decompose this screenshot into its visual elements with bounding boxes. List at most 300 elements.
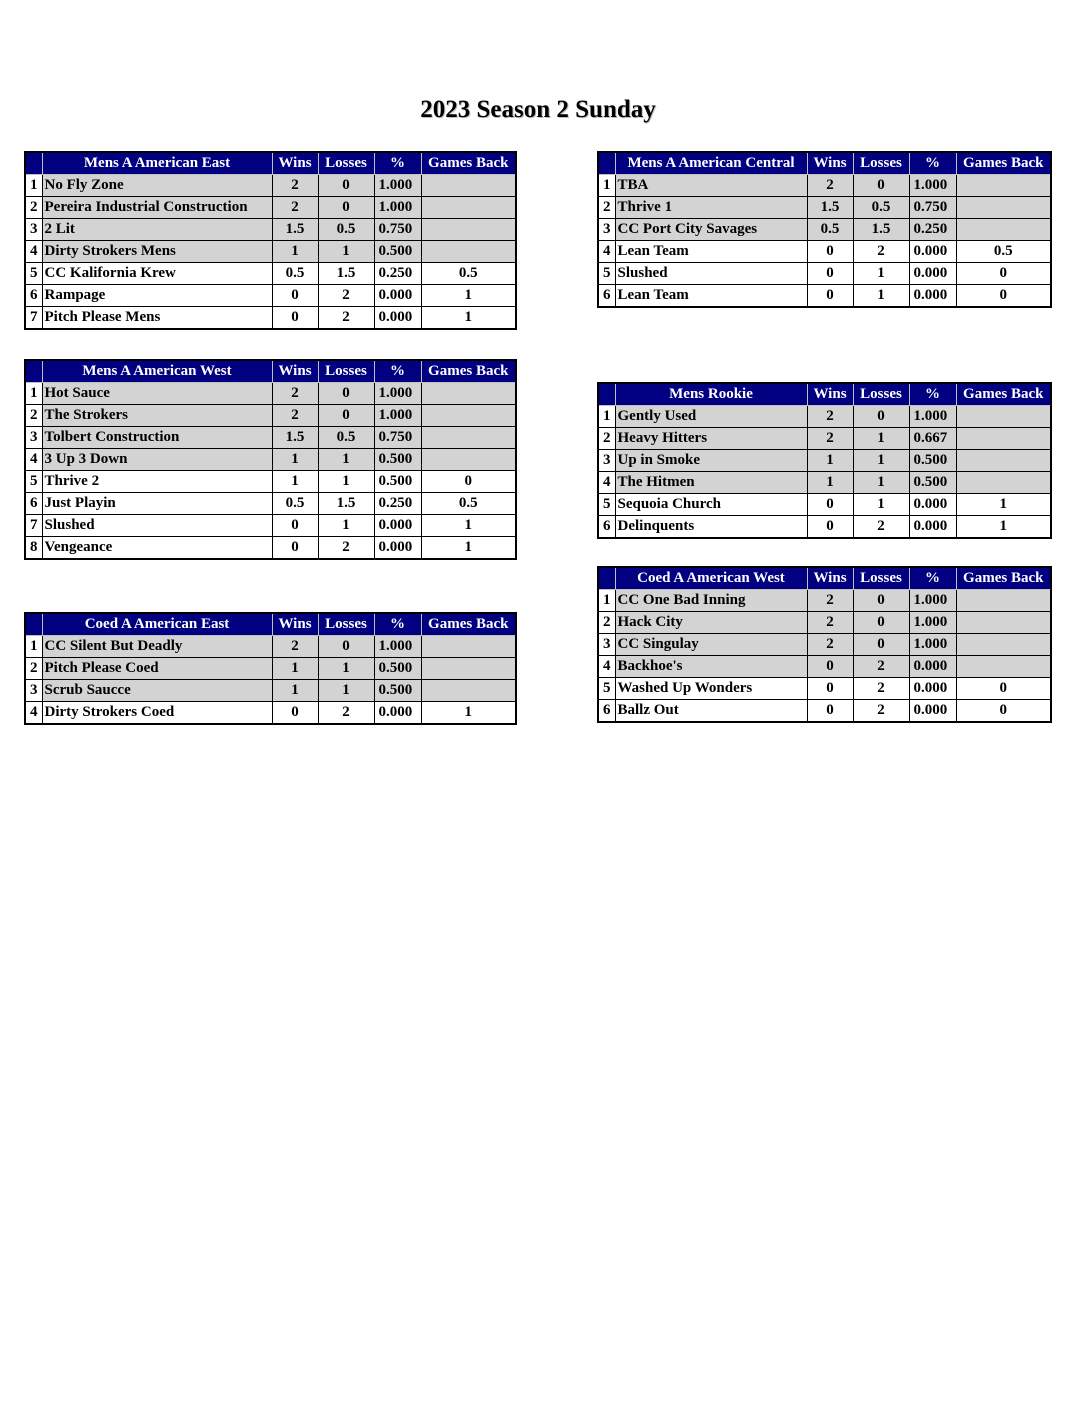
team-name-cell: Pitch Please Mens <box>42 307 272 330</box>
losses-cell: 2 <box>318 537 374 560</box>
rank-cell: 1 <box>25 383 42 405</box>
wins-cell: 1 <box>272 471 318 493</box>
losses-cell: 2 <box>853 516 909 539</box>
rank-header <box>598 152 615 175</box>
losses-cell: 1 <box>318 515 374 537</box>
table-row <box>598 472 1051 494</box>
team-name-cell: Slushed <box>615 263 807 285</box>
wins-cell: 1.5 <box>807 197 853 219</box>
rank-cell: 5 <box>598 263 615 285</box>
rank-cell: 3 <box>598 634 615 656</box>
pct-cell: 0.000 <box>374 285 421 307</box>
games-back-cell <box>956 428 1051 450</box>
pct-header: % <box>909 567 956 590</box>
wins-cell: 2 <box>272 383 318 405</box>
wins-header: Wins <box>272 613 318 636</box>
rank-cell: 2 <box>25 197 42 219</box>
wins-cell: 1 <box>807 472 853 494</box>
rank-cell: 2 <box>25 658 42 680</box>
team-name-cell: Thrive 1 <box>615 197 807 219</box>
rank-cell: 6 <box>598 700 615 723</box>
rank-header <box>25 152 42 175</box>
team-name-cell: 2 Lit <box>42 219 272 241</box>
games-back-cell <box>956 175 1051 197</box>
games-back-cell <box>421 241 516 263</box>
wins-cell: 2 <box>272 197 318 219</box>
wins-cell: 0 <box>807 678 853 700</box>
wins-cell: 2 <box>807 428 853 450</box>
team-name-cell: Lean Team <box>615 285 807 308</box>
team-name-cell: TBA <box>615 175 807 197</box>
standings-table-mens-east <box>24 151 517 330</box>
games-back-cell <box>956 472 1051 494</box>
pct-cell: 1.000 <box>909 175 956 197</box>
table-row <box>598 612 1051 634</box>
table-row <box>25 285 516 307</box>
losses-cell: 2 <box>318 285 374 307</box>
games-back-cell: 1 <box>956 494 1051 516</box>
pct-cell: 0.000 <box>909 494 956 516</box>
losses-cell: 2 <box>853 241 909 263</box>
games-back-cell: 1 <box>421 307 516 330</box>
rank-cell: 4 <box>25 449 42 471</box>
games-back-cell <box>956 219 1051 241</box>
standings-table-mens-west <box>24 359 517 560</box>
pct-header: % <box>374 152 421 175</box>
team-name-cell: Dirty Strokers Coed <box>42 702 272 725</box>
losses-header: Losses <box>318 613 374 636</box>
wins-header: Wins <box>807 567 853 590</box>
rank-cell: 3 <box>25 680 42 702</box>
table-row <box>598 406 1051 428</box>
wins-cell: 2 <box>807 634 853 656</box>
wins-header: Wins <box>807 152 853 175</box>
team-name-cell: Just Playin <box>42 493 272 515</box>
table-row <box>598 285 1051 308</box>
team-name-cell: Vengeance <box>42 537 272 560</box>
rank-cell: 8 <box>25 537 42 560</box>
losses-cell: 0 <box>318 383 374 405</box>
team-name-cell: CC Kalifornia Krew <box>42 263 272 285</box>
table-row <box>25 537 516 560</box>
rank-cell: 6 <box>25 493 42 515</box>
games-back-cell <box>421 405 516 427</box>
pct-cell: 1.000 <box>374 175 421 197</box>
losses-cell: 1 <box>318 658 374 680</box>
losses-cell: 0.5 <box>318 219 374 241</box>
losses-cell: 0 <box>318 636 374 658</box>
table-row <box>25 241 516 263</box>
division-name: Coed A American East <box>42 613 272 636</box>
rank-header <box>25 613 42 636</box>
games-back-cell: 0 <box>956 263 1051 285</box>
wins-cell: 2 <box>272 175 318 197</box>
pct-cell: 0.000 <box>909 678 956 700</box>
pct-cell: 0.500 <box>909 450 956 472</box>
rank-cell: 4 <box>598 472 615 494</box>
table-row <box>598 656 1051 678</box>
games-back-cell: 0 <box>421 471 516 493</box>
pct-header: % <box>909 383 956 406</box>
team-name-cell: Delinquents <box>615 516 807 539</box>
pct-cell: 0.500 <box>374 241 421 263</box>
pct-cell: 1.000 <box>374 636 421 658</box>
division-name: Mens A American East <box>42 152 272 175</box>
team-name-cell: 3 Up 3 Down <box>42 449 272 471</box>
rank-cell: 4 <box>25 241 42 263</box>
losses-cell: 1 <box>853 285 909 308</box>
team-name-cell: Up in Smoke <box>615 450 807 472</box>
rank-cell: 2 <box>598 197 615 219</box>
losses-cell: 0 <box>318 175 374 197</box>
losses-cell: 0.5 <box>318 427 374 449</box>
losses-cell: 2 <box>853 678 909 700</box>
wins-cell: 1.5 <box>272 427 318 449</box>
division-name: Mens A American West <box>42 360 272 383</box>
losses-cell: 1 <box>318 471 374 493</box>
wins-cell: 1 <box>272 658 318 680</box>
games-back-cell: 0 <box>956 700 1051 723</box>
pct-cell: 0.000 <box>909 263 956 285</box>
games-back-cell: 0.5 <box>421 263 516 285</box>
games-back-header: Games Back <box>956 152 1051 175</box>
games-back-cell <box>421 197 516 219</box>
team-name-cell: Washed Up Wonders <box>615 678 807 700</box>
rank-cell: 6 <box>25 285 42 307</box>
losses-cell: 1 <box>853 263 909 285</box>
rank-cell: 7 <box>25 515 42 537</box>
team-name-cell: Scrub Saucce <box>42 680 272 702</box>
wins-cell: 0.5 <box>272 493 318 515</box>
losses-cell: 1 <box>318 449 374 471</box>
games-back-header: Games Back <box>421 613 516 636</box>
losses-cell: 1.5 <box>318 263 374 285</box>
pct-cell: 1.000 <box>374 405 421 427</box>
losses-cell: 0 <box>318 405 374 427</box>
team-name-cell: Gently Used <box>615 406 807 428</box>
wins-cell: 2 <box>807 612 853 634</box>
pct-cell: 1.000 <box>374 383 421 405</box>
wins-cell: 2 <box>807 590 853 612</box>
wins-header: Wins <box>807 383 853 406</box>
wins-cell: 0 <box>807 285 853 308</box>
table-row <box>598 494 1051 516</box>
losses-cell: 0 <box>853 406 909 428</box>
games-back-cell: 0.5 <box>421 493 516 515</box>
pct-cell: 0.500 <box>909 472 956 494</box>
table-row <box>25 405 516 427</box>
wins-cell: 0 <box>272 702 318 725</box>
games-back-header: Games Back <box>956 383 1051 406</box>
table-row <box>25 175 516 197</box>
games-back-cell <box>956 406 1051 428</box>
team-name-cell: Dirty Strokers Mens <box>42 241 272 263</box>
team-name-cell: Hack City <box>615 612 807 634</box>
standings-table-coed-west <box>597 566 1052 723</box>
rank-cell: 5 <box>598 678 615 700</box>
pct-cell: 0.750 <box>909 197 956 219</box>
rank-cell: 3 <box>598 219 615 241</box>
games-back-cell: 1 <box>956 516 1051 539</box>
games-back-cell <box>956 612 1051 634</box>
pct-cell: 0.250 <box>374 263 421 285</box>
division-name: Mens Rookie <box>615 383 807 406</box>
division-name: Coed A American West <box>615 567 807 590</box>
rank-cell: 5 <box>25 471 42 493</box>
table-row <box>598 263 1051 285</box>
rank-cell: 4 <box>25 702 42 725</box>
team-name-cell: Ballz Out <box>615 700 807 723</box>
team-name-cell: The Strokers <box>42 405 272 427</box>
games-back-cell <box>421 680 516 702</box>
wins-cell: 2 <box>272 636 318 658</box>
table-row <box>25 383 516 405</box>
wins-cell: 0.5 <box>272 263 318 285</box>
games-back-cell: 0 <box>956 678 1051 700</box>
table-row <box>598 700 1051 723</box>
pct-cell: 1.000 <box>909 612 956 634</box>
team-name-cell: CC Port City Savages <box>615 219 807 241</box>
team-name-cell: Rampage <box>42 285 272 307</box>
team-name-cell: Backhoe's <box>615 656 807 678</box>
losses-header: Losses <box>853 152 909 175</box>
wins-header: Wins <box>272 360 318 383</box>
pct-cell: 1.000 <box>909 590 956 612</box>
wins-cell: 0 <box>807 656 853 678</box>
losses-header: Losses <box>853 383 909 406</box>
team-name-cell: The Hitmen <box>615 472 807 494</box>
rank-header <box>598 567 615 590</box>
games-back-cell <box>421 449 516 471</box>
table-row <box>598 197 1051 219</box>
losses-cell: 0 <box>853 612 909 634</box>
pct-cell: 0.000 <box>909 700 956 723</box>
division-name: Mens A American Central <box>615 152 807 175</box>
pct-cell: 0.500 <box>374 449 421 471</box>
pct-cell: 0.000 <box>909 241 956 263</box>
games-back-cell <box>956 634 1051 656</box>
wins-cell: 0 <box>807 700 853 723</box>
table-row <box>25 427 516 449</box>
games-back-cell <box>956 656 1051 678</box>
losses-cell: 2 <box>853 656 909 678</box>
games-back-header: Games Back <box>421 152 516 175</box>
wins-cell: 1 <box>807 450 853 472</box>
losses-cell: 1.5 <box>853 219 909 241</box>
rank-cell: 2 <box>598 612 615 634</box>
page-title: 2023 Season 2 Sunday <box>420 96 656 123</box>
rank-cell: 2 <box>25 405 42 427</box>
wins-cell: 2 <box>807 175 853 197</box>
losses-cell: 1 <box>853 494 909 516</box>
games-back-cell <box>956 197 1051 219</box>
rank-cell: 1 <box>25 636 42 658</box>
team-name-cell: Heavy Hitters <box>615 428 807 450</box>
table-row <box>598 516 1051 539</box>
wins-cell: 1 <box>272 449 318 471</box>
pct-cell: 0.000 <box>374 702 421 725</box>
pct-cell: 0.750 <box>374 427 421 449</box>
losses-cell: 0 <box>318 197 374 219</box>
team-name-cell: Slushed <box>42 515 272 537</box>
wins-cell: 0 <box>807 516 853 539</box>
wins-cell: 2 <box>807 406 853 428</box>
table-row <box>25 307 516 330</box>
pct-cell: 1.000 <box>374 197 421 219</box>
table-row <box>25 702 516 725</box>
wins-cell: 1 <box>272 680 318 702</box>
standings-table-mens-central <box>597 151 1052 308</box>
table-row <box>25 636 516 658</box>
rank-cell: 4 <box>598 241 615 263</box>
table-row <box>25 658 516 680</box>
rank-cell: 1 <box>25 175 42 197</box>
pct-cell: 0.250 <box>909 219 956 241</box>
losses-cell: 2 <box>853 700 909 723</box>
standings-table-coed-east <box>24 612 517 725</box>
table-row <box>25 471 516 493</box>
wins-cell: 0 <box>272 537 318 560</box>
table-row <box>598 219 1051 241</box>
games-back-cell <box>421 636 516 658</box>
rank-cell: 6 <box>598 285 615 308</box>
pct-cell: 0.667 <box>909 428 956 450</box>
table-row <box>598 590 1051 612</box>
pct-cell: 0.750 <box>374 219 421 241</box>
team-name-cell: Pitch Please Coed <box>42 658 272 680</box>
wins-cell: 0 <box>807 263 853 285</box>
pct-header: % <box>374 613 421 636</box>
games-back-cell <box>421 175 516 197</box>
pct-cell: 0.500 <box>374 658 421 680</box>
games-back-cell: 1 <box>421 515 516 537</box>
table-row <box>25 515 516 537</box>
losses-cell: 2 <box>318 307 374 330</box>
team-name-cell: Tolbert Construction <box>42 427 272 449</box>
pct-cell: 1.000 <box>909 634 956 656</box>
losses-cell: 1.5 <box>318 493 374 515</box>
rank-cell: 3 <box>25 427 42 449</box>
pct-cell: 0.500 <box>374 471 421 493</box>
team-name-cell: CC Singulay <box>615 634 807 656</box>
games-back-cell <box>956 590 1051 612</box>
pct-cell: 0.000 <box>909 516 956 539</box>
wins-cell: 1 <box>272 241 318 263</box>
games-back-cell: 0.5 <box>956 241 1051 263</box>
games-back-cell <box>421 383 516 405</box>
games-back-cell: 1 <box>421 285 516 307</box>
losses-cell: 2 <box>318 702 374 725</box>
rank-cell: 5 <box>598 494 615 516</box>
games-back-header: Games Back <box>956 567 1051 590</box>
games-back-cell <box>956 450 1051 472</box>
losses-cell: 1 <box>853 472 909 494</box>
table-row <box>598 678 1051 700</box>
rank-cell: 3 <box>25 219 42 241</box>
table-row <box>598 175 1051 197</box>
pct-cell: 0.500 <box>374 680 421 702</box>
games-back-header: Games Back <box>421 360 516 383</box>
team-name-cell: CC Silent But Deadly <box>42 636 272 658</box>
rank-cell: 1 <box>598 590 615 612</box>
table-row <box>598 428 1051 450</box>
losses-cell: 0.5 <box>853 197 909 219</box>
losses-cell: 1 <box>853 450 909 472</box>
table-row <box>25 449 516 471</box>
pct-cell: 0.250 <box>374 493 421 515</box>
pct-cell: 0.000 <box>374 537 421 560</box>
wins-cell: 0 <box>272 307 318 330</box>
rank-cell: 1 <box>598 175 615 197</box>
games-back-cell: 1 <box>421 702 516 725</box>
rank-header <box>25 360 42 383</box>
rank-cell: 6 <box>598 516 615 539</box>
table-row <box>25 493 516 515</box>
rank-cell: 5 <box>25 263 42 285</box>
losses-cell: 1 <box>853 428 909 450</box>
rank-cell: 7 <box>25 307 42 330</box>
pct-cell: 0.000 <box>909 285 956 308</box>
team-name-cell: Lean Team <box>615 241 807 263</box>
table-row <box>25 680 516 702</box>
rank-cell: 3 <box>598 450 615 472</box>
losses-header: Losses <box>318 152 374 175</box>
team-name-cell: Hot Sauce <box>42 383 272 405</box>
team-name-cell: No Fly Zone <box>42 175 272 197</box>
losses-header: Losses <box>318 360 374 383</box>
games-back-cell <box>421 427 516 449</box>
games-back-cell <box>421 658 516 680</box>
losses-cell: 0 <box>853 634 909 656</box>
games-back-cell: 0 <box>956 285 1051 308</box>
pct-header: % <box>909 152 956 175</box>
table-row <box>25 263 516 285</box>
wins-cell: 0 <box>807 494 853 516</box>
wins-cell: 2 <box>272 405 318 427</box>
wins-cell: 0 <box>807 241 853 263</box>
rank-header <box>598 383 615 406</box>
wins-cell: 1.5 <box>272 219 318 241</box>
wins-cell: 0 <box>272 515 318 537</box>
pct-header: % <box>374 360 421 383</box>
table-row <box>598 634 1051 656</box>
team-name-cell: Thrive 2 <box>42 471 272 493</box>
table-row <box>25 197 516 219</box>
games-back-cell: 1 <box>421 537 516 560</box>
team-name-cell: CC One Bad Inning <box>615 590 807 612</box>
rank-cell: 2 <box>598 428 615 450</box>
pct-cell: 0.000 <box>909 656 956 678</box>
pct-cell: 0.000 <box>374 307 421 330</box>
losses-header: Losses <box>853 567 909 590</box>
pct-cell: 1.000 <box>909 406 956 428</box>
losses-cell: 0 <box>853 175 909 197</box>
losses-cell: 1 <box>318 680 374 702</box>
wins-header: Wins <box>272 152 318 175</box>
losses-cell: 0 <box>853 590 909 612</box>
games-back-cell <box>421 219 516 241</box>
table-row <box>598 450 1051 472</box>
team-name-cell: Pereira Industrial Construction <box>42 197 272 219</box>
rank-cell: 4 <box>598 656 615 678</box>
wins-cell: 0 <box>272 285 318 307</box>
rank-cell: 1 <box>598 406 615 428</box>
team-name-cell: Sequoia Church <box>615 494 807 516</box>
standings-table-mens-rookie <box>597 382 1052 539</box>
table-row <box>598 241 1051 263</box>
table-row <box>25 219 516 241</box>
pct-cell: 0.000 <box>374 515 421 537</box>
